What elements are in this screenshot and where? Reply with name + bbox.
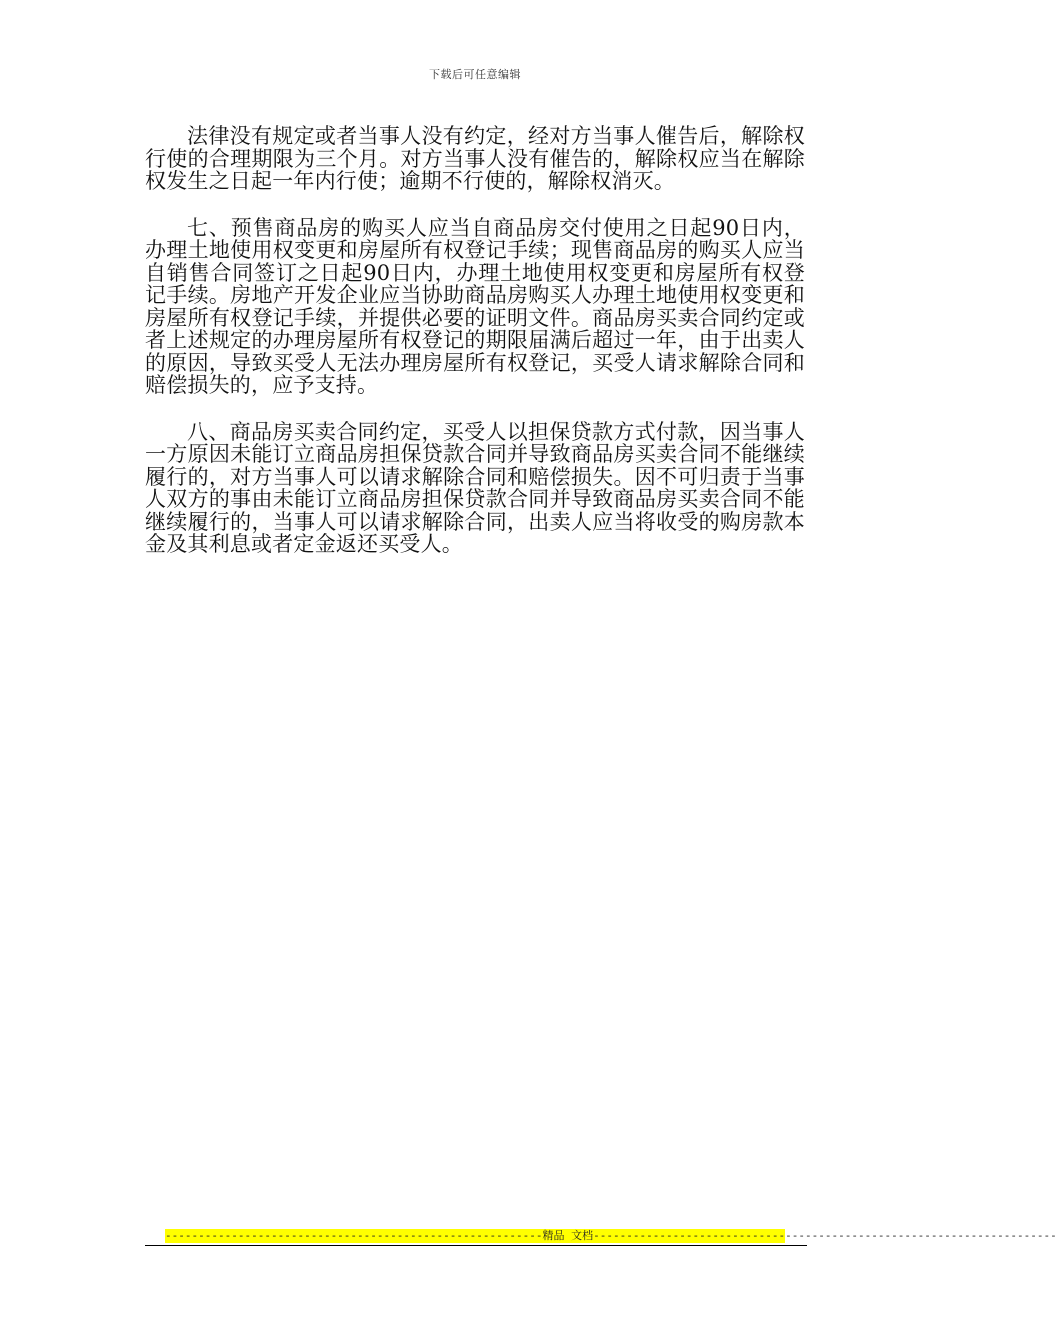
- paragraph-termination-period: 法律没有规定或者当事人没有约定，经对方当事人催告后，解除权行使的合理期限为三个月。对方当事人没有催告的，解除权应当在解除权发生之日起一年内行使；逾期不行使的，解除权消灭。: [145, 124, 805, 193]
- footer-divider: [145, 1245, 807, 1246]
- paragraph-seven-registration: 七、预售商品房的购买人应当自商品房交付使用之日起90日内，办理土地使用权变更和房屋所有权登记手续；现售商品房的购买人应当自销售合同签订之日起90日内，办理土地使用权变更和房屋所有权登记手续。房地产开发企业应当协助商品房购买人办理土地使用权变更和房屋所有权登记手续，并提供必要的证明文件。商品房买卖合同约定或者上述规定的办理房屋所有权登记的期限届满后超过一年，由于出卖人的原因，导致买受人无法办理房屋所有权登记，买受人请求解除合同和赔偿损失的，应予支持。: [145, 215, 805, 397]
- paragraph-eight-loan: 八、商品房买卖合同约定，买受人以担保贷款方式付款，因当事人一方原因未能订立商品房担保贷款合同并导致商品房买卖合同不能继续履行的，对方当事人可以请求解除合同和赔偿损失。因不可归责于当事人双方的事由未能订立商品房担保贷款合同并导致商品房买卖合同不能继续履行的，当事人可以请求解除合同，出卖人应当将收受的购房款本金及其利息或者定金返还买受人。: [145, 419, 805, 556]
- footer-banner: ---------------------------------------------------------精品 文档----------------------------------------------------------------------: [165, 1229, 1057, 1242]
- header-note: 下载后可任意编辑: [429, 68, 521, 81]
- document-body: [145, 125, 805, 580]
